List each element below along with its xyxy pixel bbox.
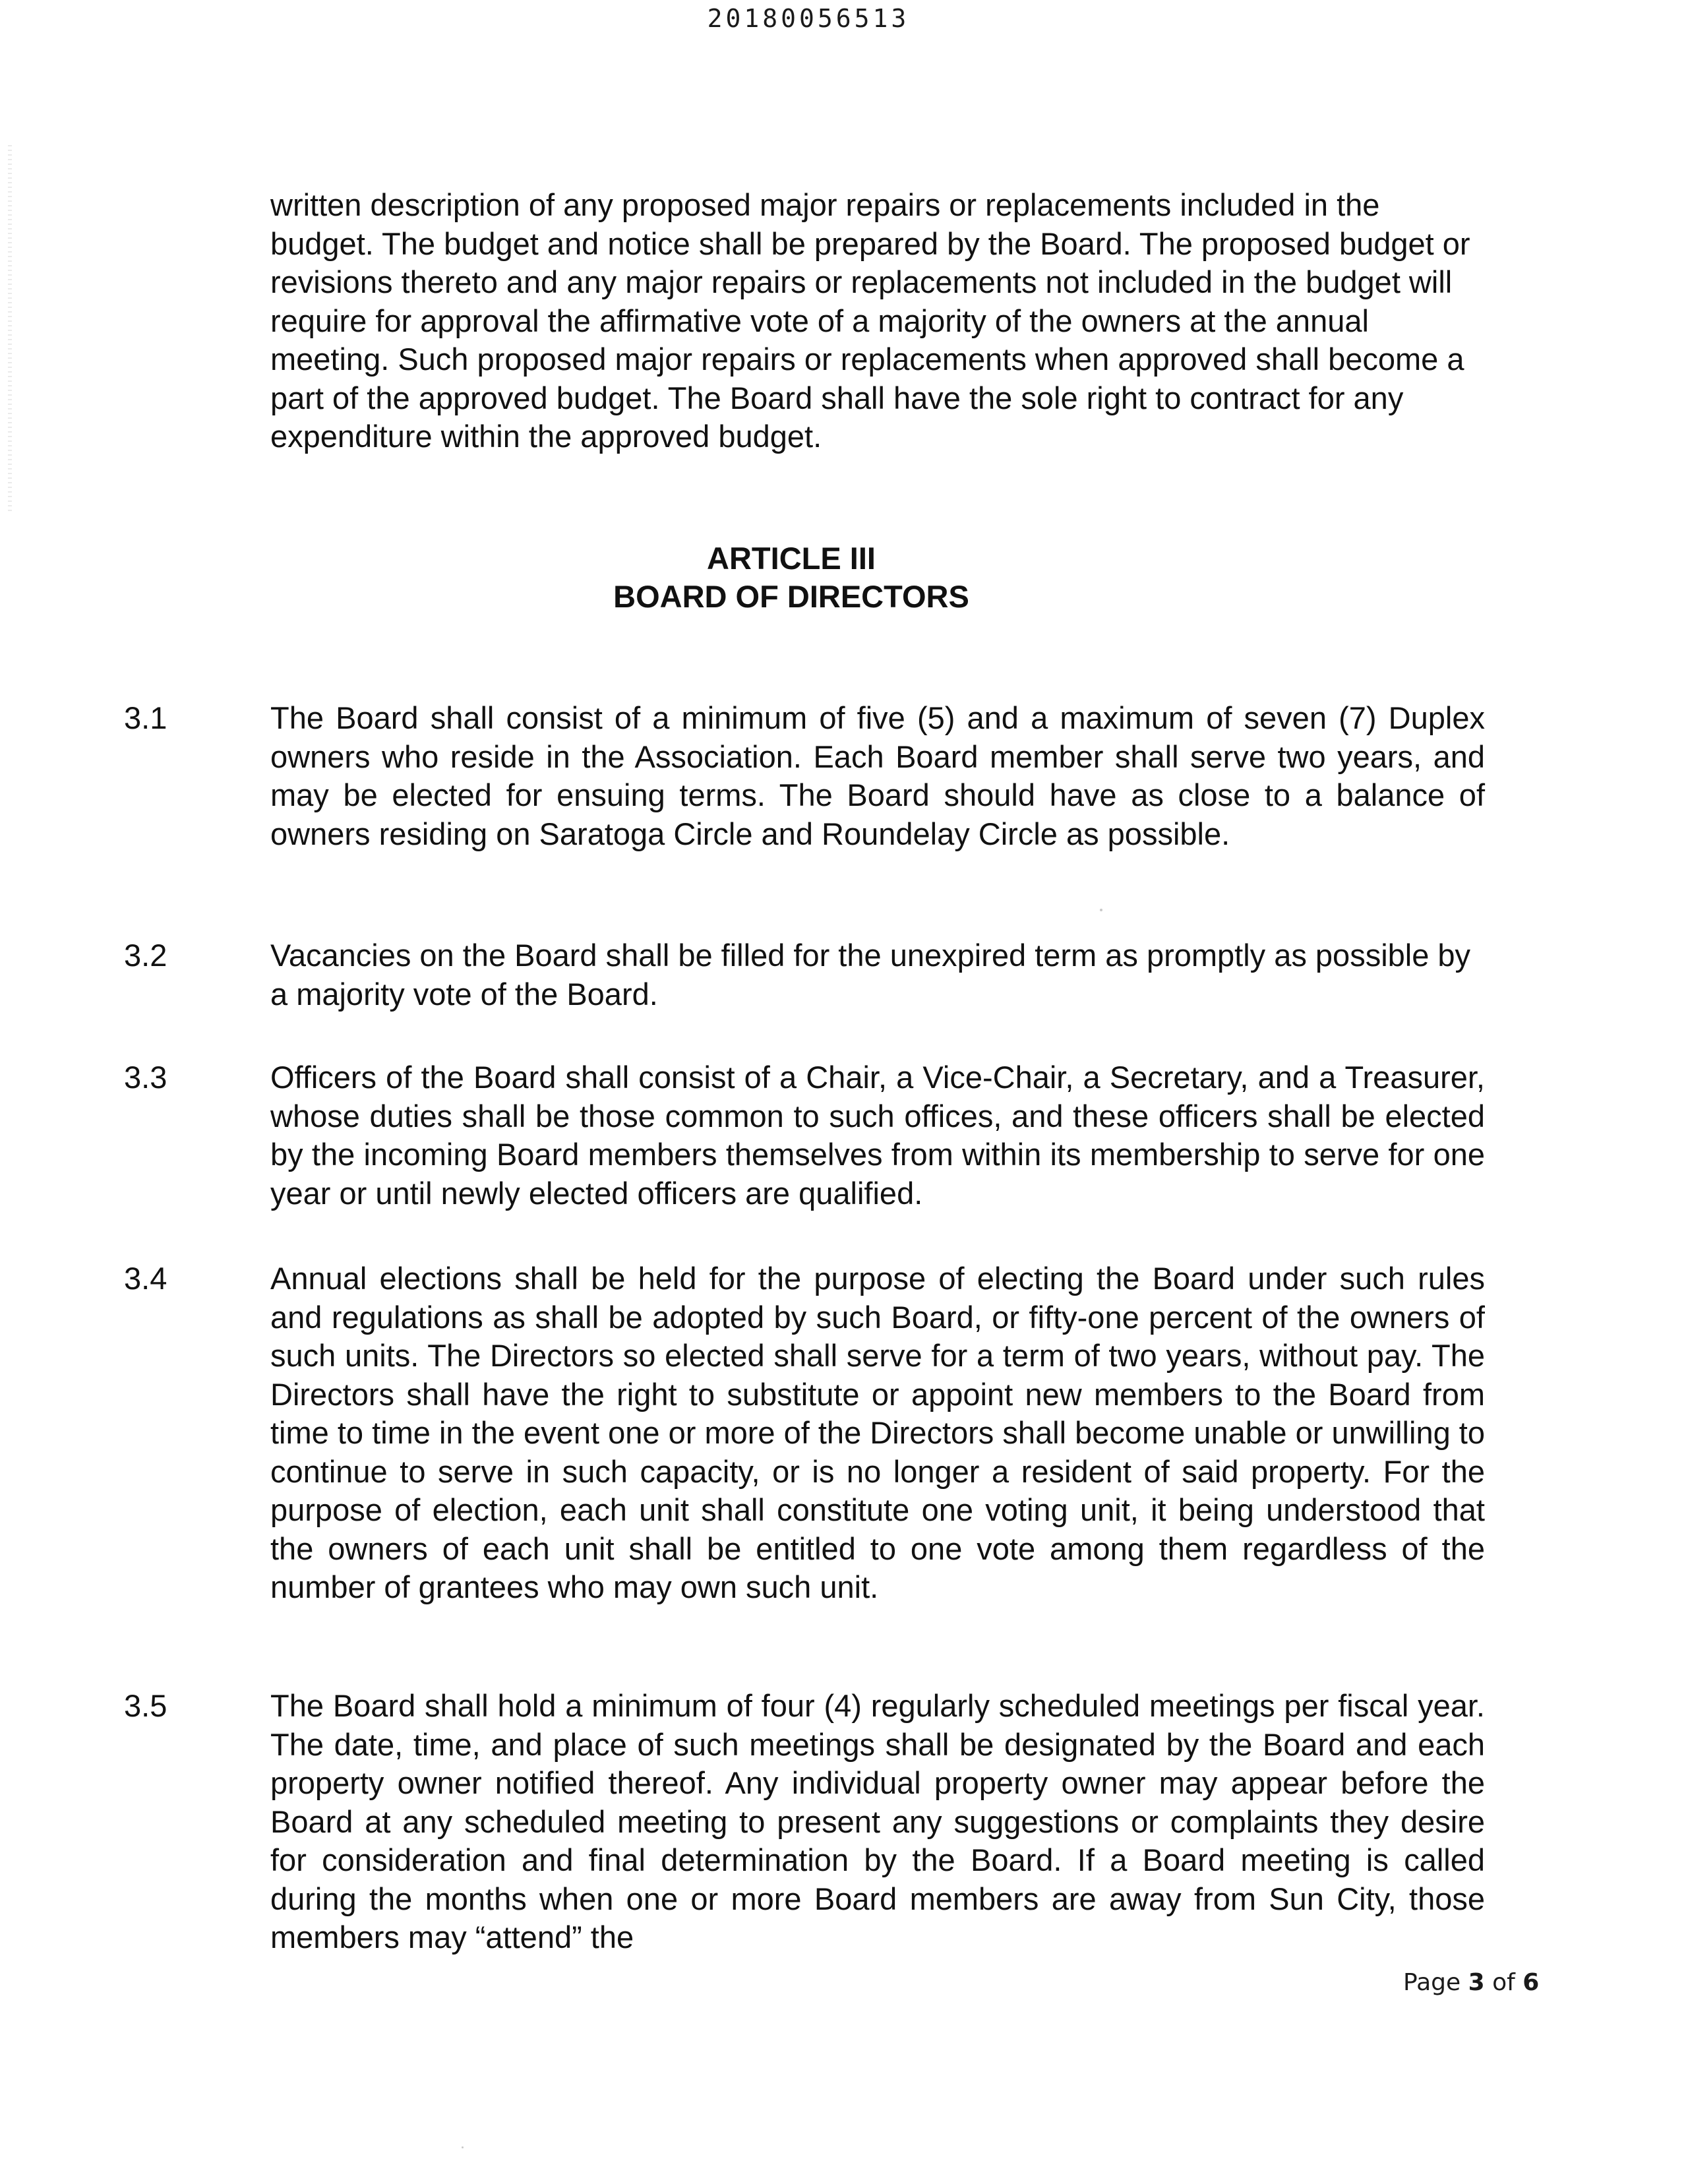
section-number-3-3: 3.3 bbox=[124, 1060, 167, 1095]
section-text-3-3: Officers of the Board shall consist of a Chair, a Vice-Chair, a Secretary, and a Treasurer, whose duties shall be those common to such offices, and these officers shall be elected by the incoming Board members themselves from within its membership to serve for one year or until newly elected officers are qualified. bbox=[270, 1060, 1485, 1211]
page-indicator bbox=[1403, 1969, 1539, 1996]
page-word: Page bbox=[1403, 1969, 1461, 1996]
section-text-3-5: The Board shall hold a minimum of four (4) regularly scheduled meetings per fiscal year. The date, time, and place of such meetings shall be designated by the Board and each property owner notified thereof. Any individual property owner may appear before the Board at any scheduled meeting to present any suggestions or complaints they desire for consideration and final determination by the Board. If a Board meeting is called during the months when one or more Board members are away from Sun City, those members may “attend” the bbox=[270, 1688, 1485, 1955]
scan-edge-artifact bbox=[8, 145, 12, 514]
section-text-3-4: Annual elections shall be held for the purpose of electing the Board under such rules and regulations as shall be adopted by such Board, or fifty-one percent of the owners of such units. The Directors so elected shall serve for a term of two years, without pay. The Directors shall have the right to substitute or appoint new members to the Board from time to time in the event one or more of the Directors shall become unable or unwilling to continue to serve in such capacity, or is no longer a resident of said property. For the purpose of election, each unit shall constitute one voting unit, it being understood that the owners of each unit shall be entitled to one vote among them regardless of the number of grantees who may own such unit. bbox=[270, 1261, 1485, 1604]
page-current: 3 bbox=[1468, 1969, 1485, 1996]
section-number-3-5: 3.5 bbox=[124, 1688, 167, 1723]
scan-speck bbox=[462, 2146, 464, 2148]
page-total: 6 bbox=[1522, 1969, 1540, 1996]
section-number-3-2: 3.2 bbox=[124, 938, 167, 973]
section-number-3-1: 3.1 bbox=[124, 700, 167, 735]
intro-paragraph: written description of any proposed major repairs or replacements included in the budget. The budget and notice shall be prepared by the Board. The proposed budget or revisions thereto and any major repairs or replacements not included in the budget will require for approval the affirmative vote of a majority of the owners at the annual meeting. Such proposed major repairs or replacements when approved shall become a part of the approved budget. The Board shall have the sole right to contract for any expenditure within the approved budget. bbox=[270, 187, 1470, 454]
document-number: 20180056513 bbox=[707, 4, 910, 33]
section-number-3-4: 3.4 bbox=[124, 1261, 167, 1296]
page-of: of bbox=[1492, 1969, 1515, 1996]
section-text-3-2: Vacancies on the Board shall be filled for the unexpired term as promptly as possible by a majority vote of the Board. bbox=[270, 938, 1471, 1012]
article-number: ARTICLE III bbox=[707, 541, 876, 576]
article-title: BOARD OF DIRECTORS bbox=[613, 579, 969, 614]
scan-speck bbox=[1100, 909, 1102, 911]
section-text-3-1: The Board shall consist of a minimum of five (5) and a maximum of seven (7) Duplex owners who reside in the Association. Each Board member shall serve two years, and may be elected for ensuing terms. The Board should have as close to a balance of owners residing on Saratoga Circle and Roundelay Circle as possible. bbox=[270, 700, 1485, 851]
